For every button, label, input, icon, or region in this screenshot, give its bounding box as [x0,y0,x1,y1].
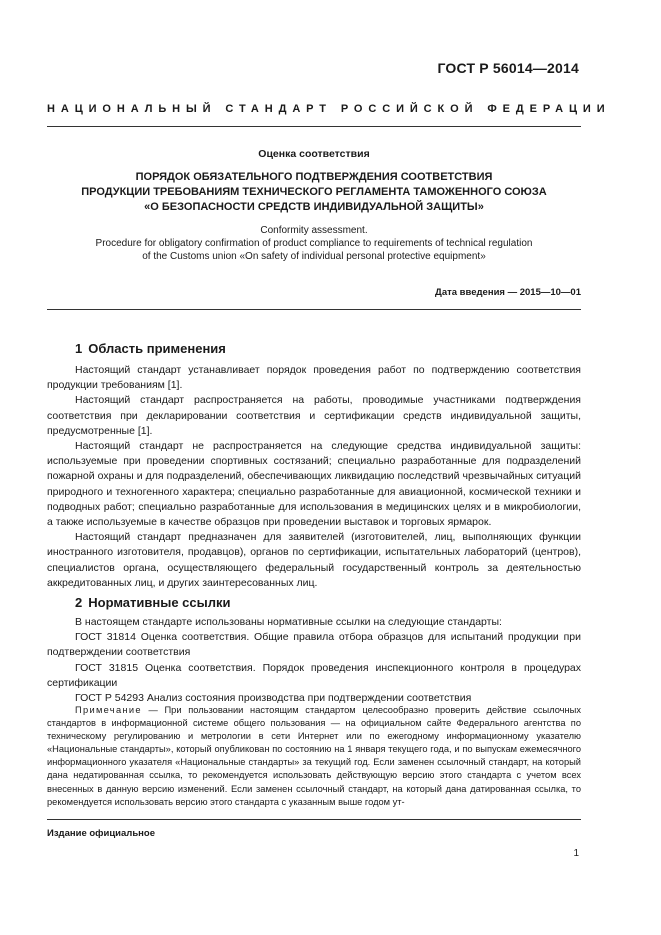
paragraph: Настоящий стандарт устанавливает порядок проведения работ по подтверждению соответствия продукции требованиям [1]. [47,364,581,392]
document-number: ГОСТ Р 56014—2014 [437,60,579,76]
english-title-line: Conformity assessment. [260,225,368,236]
reference-item: ГОСТ Р 54293 Анализ состояния производства при подтверждении соответствия [75,692,472,705]
note-text: — При пользовании настоящим стандартом целесообразно проверить действие ссылочных стандартов в информационной системе общего пользования — на официальном сайте Федерального агентства по техническому регулированию и метрологии в сети Интернет или по ежегодному информационному указателю «Национальные стандарты», который опубликован по состоянию на 1 января текущего года, и по выпускам ежемесячного информационного указателя «Национальные стандарты» за текущий год. Если заменен ссылочный стандарт, на который дана недатированная ссылка, то рекомендуется использовать действующую версию этого стандарта с учетом всех внесенных в данную версию изменений. Если заменен ссылочный стандарт, на который дана датированная ссылка, то рекомендуется использовать версию этого стандарта с указанным выше годом ут- [47,705,581,807]
note-label: Примечание [75,705,142,715]
main-title-line: «О БЕЗОПАСНОСТИ СРЕДСТВ ИНДИВИДУАЛЬНОЙ ЗАЩИТЫ» [144,201,484,213]
standard-subject: Оценка соответствия [258,148,370,160]
note [47,704,581,809]
english-title [47,224,581,263]
section-title: Нормативные ссылки [88,595,231,610]
title-divider [47,309,581,310]
paragraph: Настоящий стандарт распространяется на работы, проводимые участниками подтверждения соответствия при декларировании соответствия и сертификации средств индивидуальной защиты, предусмотренные [1]. [47,394,581,437]
main-title-line: ПРОДУКЦИИ ТРЕБОВАНИЯМ ТЕХНИЧЕСКОГО РЕГЛАМЕНТА ТАМОЖЕННОГО СОЮЗА [81,186,547,198]
paragraph: Настоящий стандарт предназначен для заявителей (изготовителей, лиц, выполняющих функции иностранного изготовителя, продавцов), органов по сертификации, испытательных лабораторий (центров), специалистов органа, осуществляющего федеральный государственный контроль за деятельностью аккредитованных лиц, и других заинтересованных лиц. [47,531,581,589]
reference-item: ГОСТ 31814 Оценка соответствия. Общие правила отбора образцов для испытаний продукции при подтверждении соответствия [47,631,581,659]
paragraph: Настоящий стандарт не распространяется на следующие средства индивидуальной защиты: используемые при проведении спортивных состязаний; специально разработанные для подразделений пожарной охраны и для подразделений, обеспечивающих ликвидацию последствий чрезвычайных ситуаций природного и техногенного характера; специально разработанные для авиационной, космической техники и подводных работ; специально разработанные для использования в медицинских целях и в микробиологии, а также используемые в качестве образцов при проведении выставок и торговых ярмарок. [47,440,581,529]
section-body [47,615,581,706]
section-number: 1 [75,341,83,356]
reference-item: ГОСТ 31815 Оценка соответствия. Порядок проведения инспекционного контроля в процедурах сертификации [47,661,581,689]
section-heading [75,341,226,356]
national-standard-title: НАЦИОНАЛЬНЫЙ СТАНДАРТ РОССИЙСКОЙ ФЕДЕРАЦИИ [47,103,611,115]
english-title-line: Procedure for obligatory confirmation of product compliance to requirements of technical regulation [95,238,533,249]
section-title: Область применения [88,341,226,356]
header-divider [47,126,581,127]
section-heading [75,595,230,610]
main-title-line: ПОРЯДОК ОБЯЗАТЕЛЬНОГО ПОДТВЕРЖДЕНИЯ СООТВЕТСТВИЯ [135,171,493,183]
paragraph: В настоящем стандарте использованы нормативные ссылки на следующие стандарты: [75,616,502,628]
edition-label: Издание официальное [47,828,155,839]
section-body [47,363,581,591]
english-title-line: of the Customs union «On safety of individual personal protective equipment» [142,251,486,262]
footer-divider [47,819,581,820]
section-number: 2 [75,595,83,610]
introduction-date: Дата введения — 2015—10—01 [435,287,581,298]
page-number: 1 [573,848,579,859]
standard-main-title [47,170,581,215]
